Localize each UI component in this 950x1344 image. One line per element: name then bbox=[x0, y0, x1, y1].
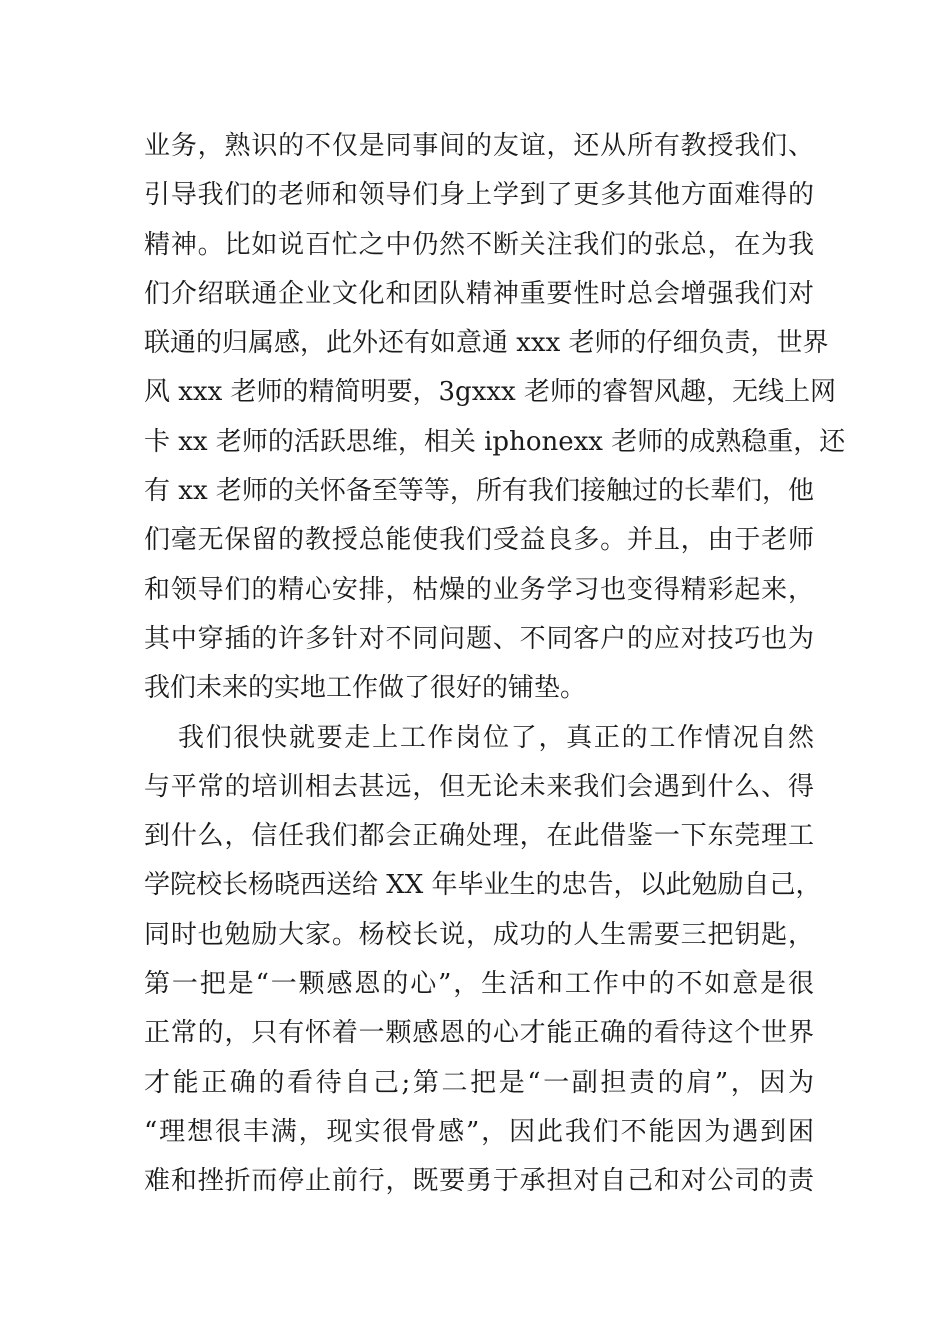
body-text bbox=[144, 122, 846, 1207]
text-line: 难和挫折而停止前行，既要勇于承担对自己和对公司的责 bbox=[144, 1166, 814, 1197]
text-line: 第一把是“一颗感恩的心”，生活和工作中的不如意是很 bbox=[144, 969, 814, 1000]
text-line: 们介绍联通企业文化和团队精神重要性时总会增强我们对 bbox=[144, 278, 814, 309]
paragraph-end-line: 我们未来的实地工作做了很好的铺垫。 bbox=[144, 673, 587, 704]
text-line: 精神。比如说百忙之中仍然不断关注我们的张总，在为我 bbox=[144, 229, 814, 260]
text-line: 业务，熟识的不仅是同事间的友谊，还从所有教授我们、 bbox=[144, 131, 814, 161]
text-line: “理想很丰满，现实很骨感”，因此我们不能因为遇到困 bbox=[144, 1116, 814, 1147]
text-line: 到什么，信任我们都会正确处理，在此借鉴一下东莞理工 bbox=[144, 821, 814, 852]
text-line: 与平常的培训相去甚远，但无论未来我们会遇到什么、得 bbox=[144, 771, 814, 802]
text-line: 才能正确的看待自己;第二把是“一副担责的肩”，因为 bbox=[144, 1067, 814, 1098]
text-line: 和领导们的精心安排，枯燥的业务学习也变得精彩起来， bbox=[144, 574, 814, 605]
text-line: 们毫无保留的教授总能使我们受益良多。并且，由于老师 bbox=[144, 525, 814, 556]
text-line: 联通的归属感，此外还有如意通 xxx 老师的仔细负责，世界 bbox=[144, 328, 829, 359]
text-line: 风 xxx 老师的精简明要，3gxxx 老师的睿智风趣，无线上网 bbox=[144, 377, 836, 408]
text-line: 卡 xx 老师的活跃思维，相关 iphonexx 老师的成熟稳重，还 bbox=[144, 426, 846, 457]
paragraph-first-line: 我们很快就要走上工作岗位了，真正的工作情况自然 bbox=[178, 722, 814, 753]
text-line: 同时也勉励大家。杨校长说，成功的人生需要三把钥匙， bbox=[144, 919, 814, 950]
text-line: 有 xx 老师的关怀备至等等，所有我们接触过的长辈们，他 bbox=[144, 476, 814, 507]
text-line: 正常的，只有怀着一颗感恩的心才能正确的看待这个世界 bbox=[144, 1018, 814, 1049]
text-line: 学院校长杨晓西送给 XX 年毕业生的忠告，以此勉励自己， bbox=[144, 870, 822, 901]
text-line: 其中穿插的许多针对不同问题、不同客户的应对技巧也为 bbox=[144, 623, 814, 654]
text-line: 引导我们的老师和领导们身上学到了更多其他方面难得的 bbox=[144, 180, 814, 211]
